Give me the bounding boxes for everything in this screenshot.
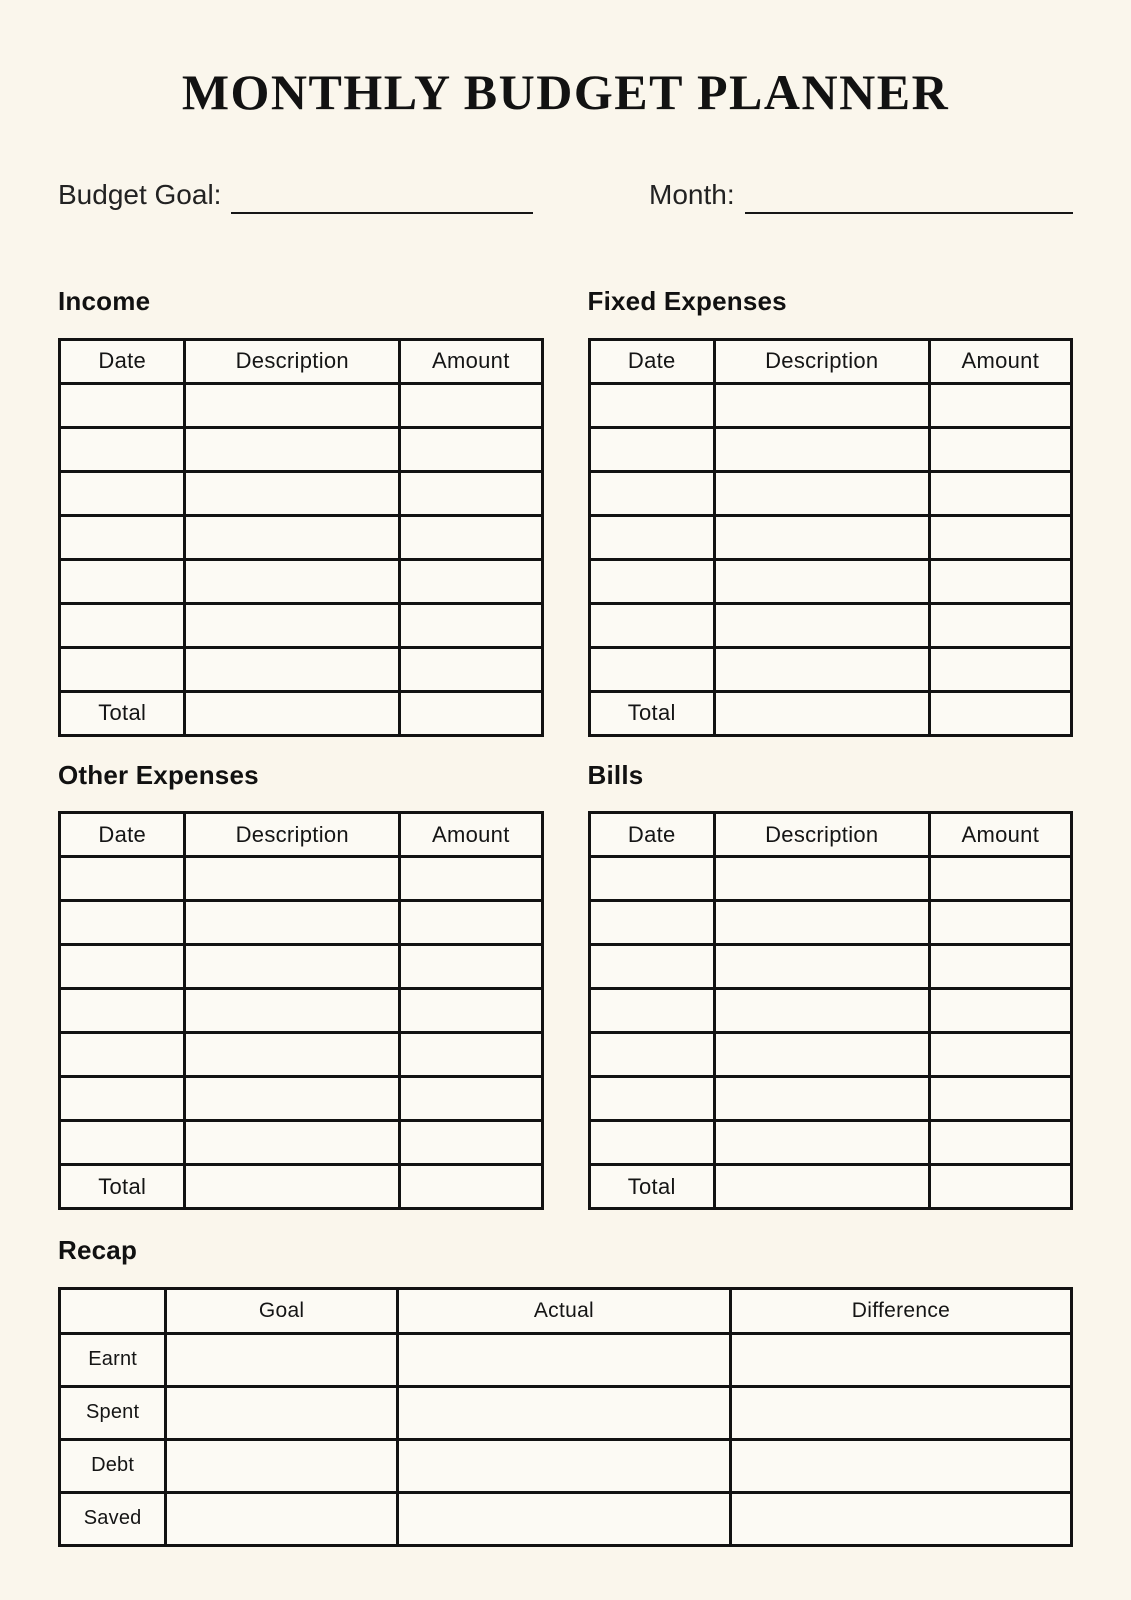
fixed-expenses-r2-date-cell[interactable] [589,427,714,471]
recap-row-debt [60,1439,1072,1492]
recap-saved-actual-cell[interactable] [397,1492,730,1545]
section-title-income: Income [58,286,151,317]
budget-goal-field [58,178,533,212]
fixed-expenses-r1-date-cell[interactable] [589,383,714,427]
recap-saved-difference-cell[interactable] [730,1492,1071,1545]
income-r6-date-cell[interactable] [60,603,185,647]
recap-spent-goal-cell[interactable] [166,1386,398,1439]
other-expenses-r2-description-cell[interactable] [185,901,400,945]
other-expenses-column-header-description: Description [185,813,400,857]
income-r4-amount-cell[interactable] [400,515,542,559]
other-expenses-r6-date-cell[interactable] [60,1077,185,1121]
fixed-expenses-entry-row-3 [589,471,1072,515]
fixed-expenses-r3-description-cell[interactable] [714,471,929,515]
income-total-amount-cell[interactable] [400,691,542,735]
bills-entry-row-3 [589,945,1072,989]
income-r7-description-cell[interactable] [185,647,400,691]
bills-r5-amount-cell[interactable] [929,1033,1071,1077]
other-expenses-r1-amount-cell[interactable] [400,857,542,901]
income-entry-row-5 [60,559,543,603]
other-expenses-total-description-cell[interactable] [185,1165,400,1209]
other-expenses-total-label: Total [60,1165,185,1209]
other-expenses-r3-description-cell[interactable] [185,945,400,989]
budget-goal-input-line[interactable] [231,212,533,214]
recap-earnt-actual-cell[interactable] [397,1333,730,1386]
income-r4-description-cell[interactable] [185,515,400,559]
other-expenses-entry-row-2 [60,901,543,945]
other-expenses-r5-date-cell[interactable] [60,1033,185,1077]
other-expenses-column-header-date: Date [60,813,185,857]
bills-r5-description-cell[interactable] [714,1033,929,1077]
page-title: MONTHLY BUDGET PLANNER [181,64,950,120]
recap-debt-goal-cell[interactable] [166,1439,398,1492]
fixed-expenses-entry-row-5 [589,559,1072,603]
income-entry-row-4 [60,515,543,559]
recap-corner-cell [60,1288,166,1333]
recap-column-header-difference: Difference [730,1288,1071,1333]
recap-label-saved: Saved [60,1492,166,1545]
fixed-expenses-r6-date-cell[interactable] [589,603,714,647]
fixed-expenses-r2-amount-cell[interactable] [929,427,1071,471]
recap-section-title: Recap [58,1235,138,1266]
recap-column-header-goal: Goal [166,1288,398,1333]
other-expenses-r4-amount-cell[interactable] [400,989,542,1033]
other-expenses-entry-row-4 [60,989,543,1033]
other-expenses-total-amount-cell[interactable] [400,1165,542,1209]
income-total-row [60,691,543,735]
recap-column-header-actual: Actual [397,1288,730,1333]
bills-column-header-amount: Amount [929,813,1071,857]
fixed-expenses-r6-amount-cell[interactable] [929,603,1071,647]
income-r3-amount-cell[interactable] [400,471,542,515]
income-r3-description-cell[interactable] [185,471,400,515]
income-r2-date-cell[interactable] [60,427,185,471]
month-field [649,178,1073,212]
other-expenses-r1-date-cell[interactable] [60,857,185,901]
recap-label-earnt: Earnt [60,1333,166,1386]
fixed-expenses-r1-amount-cell[interactable] [929,383,1071,427]
fixed-expenses-total-label: Total [589,691,714,735]
fixed-expenses-entry-row-7 [589,647,1072,691]
bills-entry-row-4 [589,989,1072,1033]
bills-entry-row-7 [589,1121,1072,1165]
other-expenses-r2-date-cell[interactable] [60,901,185,945]
section-title-bills: Bills [587,759,644,790]
income-total-description-cell[interactable] [185,691,400,735]
other-expenses-r6-amount-cell[interactable] [400,1077,542,1121]
fixed-expenses-r2-description-cell[interactable] [714,427,929,471]
recap-table [58,1287,1073,1547]
month-input-line[interactable] [745,212,1073,214]
recap-debt-difference-cell[interactable] [730,1439,1071,1492]
section-fixed-expenses [588,285,1074,737]
bills-r2-amount-cell[interactable] [929,901,1071,945]
other-expenses-r4-date-cell[interactable] [60,989,185,1033]
recap-spent-actual-cell[interactable] [397,1386,730,1439]
section-title-other-expenses: Other Expenses [58,759,259,790]
other-expenses-header-row [60,813,543,857]
other-expenses-column-header-amount: Amount [400,813,542,857]
fixed-expenses-r4-description-cell[interactable] [714,515,929,559]
recap-debt-actual-cell[interactable] [397,1439,730,1492]
fixed-expenses-total-amount-cell[interactable] [929,691,1071,735]
bills-entry-row-5 [589,1033,1072,1077]
other-expenses-r7-date-cell[interactable] [60,1121,185,1165]
bills-total-amount-cell[interactable] [929,1165,1071,1209]
other-expenses-entry-row-7 [60,1121,543,1165]
section-title-fixed-expenses: Fixed Expenses [587,286,787,317]
income-r5-date-cell[interactable] [60,559,185,603]
fixed-expenses-header-row [589,339,1072,383]
other-expenses-r3-amount-cell[interactable] [400,945,542,989]
other-expenses-entry-row-5 [60,1033,543,1077]
bills-r5-date-cell[interactable] [589,1033,714,1077]
bills-r4-amount-cell[interactable] [929,989,1071,1033]
fixed-expenses-entry-row-2 [589,427,1072,471]
other-expenses-r5-description-cell[interactable] [185,1033,400,1077]
bills-r2-date-cell[interactable] [589,901,714,945]
fixed-expenses-r5-description-cell[interactable] [714,559,929,603]
other-expenses-entry-row-6 [60,1077,543,1121]
ledger-tables-grid [58,285,1073,1210]
fixed-expenses-r4-date-cell[interactable] [589,515,714,559]
income-entry-row-7 [60,647,543,691]
income-r5-amount-cell[interactable] [400,559,542,603]
bills-r7-date-cell[interactable] [589,1121,714,1165]
recap-row-saved [60,1492,1072,1545]
section-other-expenses [58,759,544,1211]
income-r2-amount-cell[interactable] [400,427,542,471]
bills-column-header-description: Description [714,813,929,857]
other-expenses-r4-description-cell[interactable] [185,989,400,1033]
fixed-expenses-r1-description-cell[interactable] [714,383,929,427]
bills-r4-description-cell[interactable] [714,989,929,1033]
bills-table [588,811,1074,1210]
fixed-expenses-column-header-amount: Amount [929,339,1071,383]
income-entry-row-6 [60,603,543,647]
bills-r3-date-cell[interactable] [589,945,714,989]
recap-section [58,1234,1073,1547]
other-expenses-entry-row-1 [60,857,543,901]
bills-r7-description-cell[interactable] [714,1121,929,1165]
recap-spent-difference-cell[interactable] [730,1386,1071,1439]
recap-label-debt: Debt [60,1439,166,1492]
other-expenses-entry-row-3 [60,945,543,989]
bills-r6-amount-cell[interactable] [929,1077,1071,1121]
bills-r2-description-cell[interactable] [714,901,929,945]
income-table [58,338,544,737]
fixed-expenses-r7-date-cell[interactable] [589,647,714,691]
income-entry-row-1 [60,383,543,427]
bills-entry-row-2 [589,901,1072,945]
fixed-expenses-total-description-cell[interactable] [714,691,929,735]
bills-r1-amount-cell[interactable] [929,857,1071,901]
fixed-expenses-r7-description-cell[interactable] [714,647,929,691]
other-expenses-r3-date-cell[interactable] [60,945,185,989]
income-column-header-date: Date [60,339,185,383]
other-expenses-r2-amount-cell[interactable] [400,901,542,945]
other-expenses-r6-description-cell[interactable] [185,1077,400,1121]
fixed-expenses-entry-row-6 [589,603,1072,647]
bills-r4-date-cell[interactable] [589,989,714,1033]
fixed-expenses-r6-description-cell[interactable] [714,603,929,647]
bills-entry-row-6 [589,1077,1072,1121]
income-entry-row-2 [60,427,543,471]
fixed-expenses-column-header-date: Date [589,339,714,383]
recap-label-spent: Spent [60,1386,166,1439]
bills-total-description-cell[interactable] [714,1165,929,1209]
income-r7-date-cell[interactable] [60,647,185,691]
fixed-expenses-r3-amount-cell[interactable] [929,471,1071,515]
bills-r3-amount-cell[interactable] [929,945,1071,989]
section-income [58,285,544,737]
bills-r6-date-cell[interactable] [589,1077,714,1121]
income-r6-description-cell[interactable] [185,603,400,647]
bills-total-row [589,1165,1072,1209]
recap-row-earnt [60,1333,1072,1386]
income-r1-description-cell[interactable] [185,383,400,427]
income-column-header-description: Description [185,339,400,383]
budget-goal-label: Budget Goal: [58,178,222,210]
income-r1-amount-cell[interactable] [400,383,542,427]
income-r6-amount-cell[interactable] [400,603,542,647]
section-bills [588,759,1074,1211]
other-expenses-r5-amount-cell[interactable] [400,1033,542,1077]
income-r3-date-cell[interactable] [60,471,185,515]
income-r2-description-cell[interactable] [185,427,400,471]
bills-entry-row-1 [589,857,1072,901]
bills-column-header-date: Date [589,813,714,857]
bills-total-label: Total [589,1165,714,1209]
fixed-expenses-entry-row-4 [589,515,1072,559]
recap-row-spent [60,1386,1072,1439]
fixed-expenses-r3-date-cell[interactable] [589,471,714,515]
fixed-expenses-table [588,338,1074,737]
bills-r1-date-cell[interactable] [589,857,714,901]
fixed-expenses-r7-amount-cell[interactable] [929,647,1071,691]
recap-saved-goal-cell[interactable] [166,1492,398,1545]
other-expenses-table [58,811,544,1210]
income-r1-date-cell[interactable] [60,383,185,427]
fixed-expenses-r4-amount-cell[interactable] [929,515,1071,559]
month-label: Month: [649,178,735,210]
recap-earnt-difference-cell[interactable] [730,1333,1071,1386]
recap-earnt-goal-cell[interactable] [166,1333,398,1386]
fixed-expenses-column-header-description: Description [714,339,929,383]
income-header-row [60,339,543,383]
income-column-header-amount: Amount [400,339,542,383]
fixed-expenses-entry-row-1 [589,383,1072,427]
bills-r3-description-cell[interactable] [714,945,929,989]
bills-r6-description-cell[interactable] [714,1077,929,1121]
header-fields [58,178,1073,212]
income-r7-amount-cell[interactable] [400,647,542,691]
other-expenses-r1-description-cell[interactable] [185,857,400,901]
fixed-expenses-total-row [589,691,1072,735]
income-entry-row-3 [60,471,543,515]
other-expenses-total-row [60,1165,543,1209]
fixed-expenses-r5-amount-cell[interactable] [929,559,1071,603]
income-r5-description-cell[interactable] [185,559,400,603]
bills-r1-description-cell[interactable] [714,857,929,901]
bills-r7-amount-cell[interactable] [929,1121,1071,1165]
other-expenses-r7-amount-cell[interactable] [400,1121,542,1165]
other-expenses-r7-description-cell[interactable] [185,1121,400,1165]
income-r4-date-cell[interactable] [60,515,185,559]
fixed-expenses-r5-date-cell[interactable] [589,559,714,603]
recap-header-row [60,1288,1072,1333]
bills-header-row [589,813,1072,857]
income-total-label: Total [60,691,185,735]
